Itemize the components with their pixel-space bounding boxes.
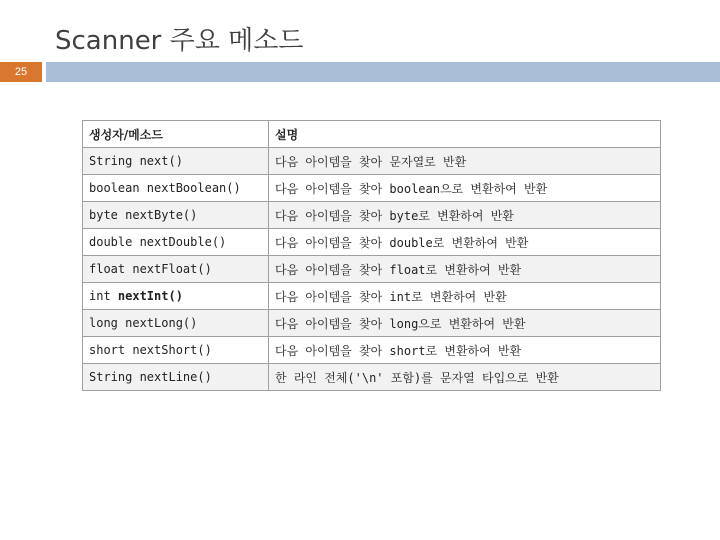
description-cell: 다음 아이템을 찾아 int로 변환하여 반환 <box>269 283 661 310</box>
method-cell: short nextShort() <box>83 337 269 364</box>
table-row <box>83 148 661 175</box>
method-cell: byte nextByte() <box>83 202 269 229</box>
method-name-bold: nextInt() <box>117 289 183 303</box>
description-cell: 다음 아이템을 찾아 byte로 변환하여 반환 <box>269 202 661 229</box>
description-cell: 다음 아이템을 찾아 boolean으로 변환하여 반환 <box>269 175 661 202</box>
description-cell: 다음 아이템을 찾아 double로 변환하여 반환 <box>269 229 661 256</box>
table-row <box>83 337 661 364</box>
method-cell <box>83 283 269 310</box>
table-row <box>83 229 661 256</box>
column-header-method: 생성자/메소드 <box>83 121 269 148</box>
column-header-description: 설명 <box>269 121 661 148</box>
table-row <box>83 364 661 391</box>
description-cell: 다음 아이템을 찾아 short로 변환하여 반환 <box>269 337 661 364</box>
page-number: 25 <box>0 62 42 82</box>
method-cell: String nextLine() <box>83 364 269 391</box>
description-cell: 다음 아이템을 찾아 long으로 변환하여 반환 <box>269 310 661 337</box>
table-row <box>83 283 661 310</box>
method-return-type: int <box>89 289 118 303</box>
table-row <box>83 202 661 229</box>
table-header-row <box>83 121 661 148</box>
table-row <box>83 175 661 202</box>
table-row <box>83 256 661 283</box>
description-cell: 한 라인 전체('\n' 포함)를 문자열 타입으로 반환 <box>269 364 661 391</box>
method-cell: boolean nextBoolean() <box>83 175 269 202</box>
table-row <box>83 310 661 337</box>
description-cell: 다음 아이템을 찾아 float로 변환하여 반환 <box>269 256 661 283</box>
method-cell: String next() <box>83 148 269 175</box>
method-cell: long nextLong() <box>83 310 269 337</box>
header-bar <box>46 62 720 82</box>
description-cell: 다음 아이템을 찾아 문자열로 반환 <box>269 148 661 175</box>
method-table <box>82 120 661 391</box>
method-cell: float nextFloat() <box>83 256 269 283</box>
slide-title: Scanner 주요 메소드 <box>55 26 304 56</box>
method-cell: double nextDouble() <box>83 229 269 256</box>
